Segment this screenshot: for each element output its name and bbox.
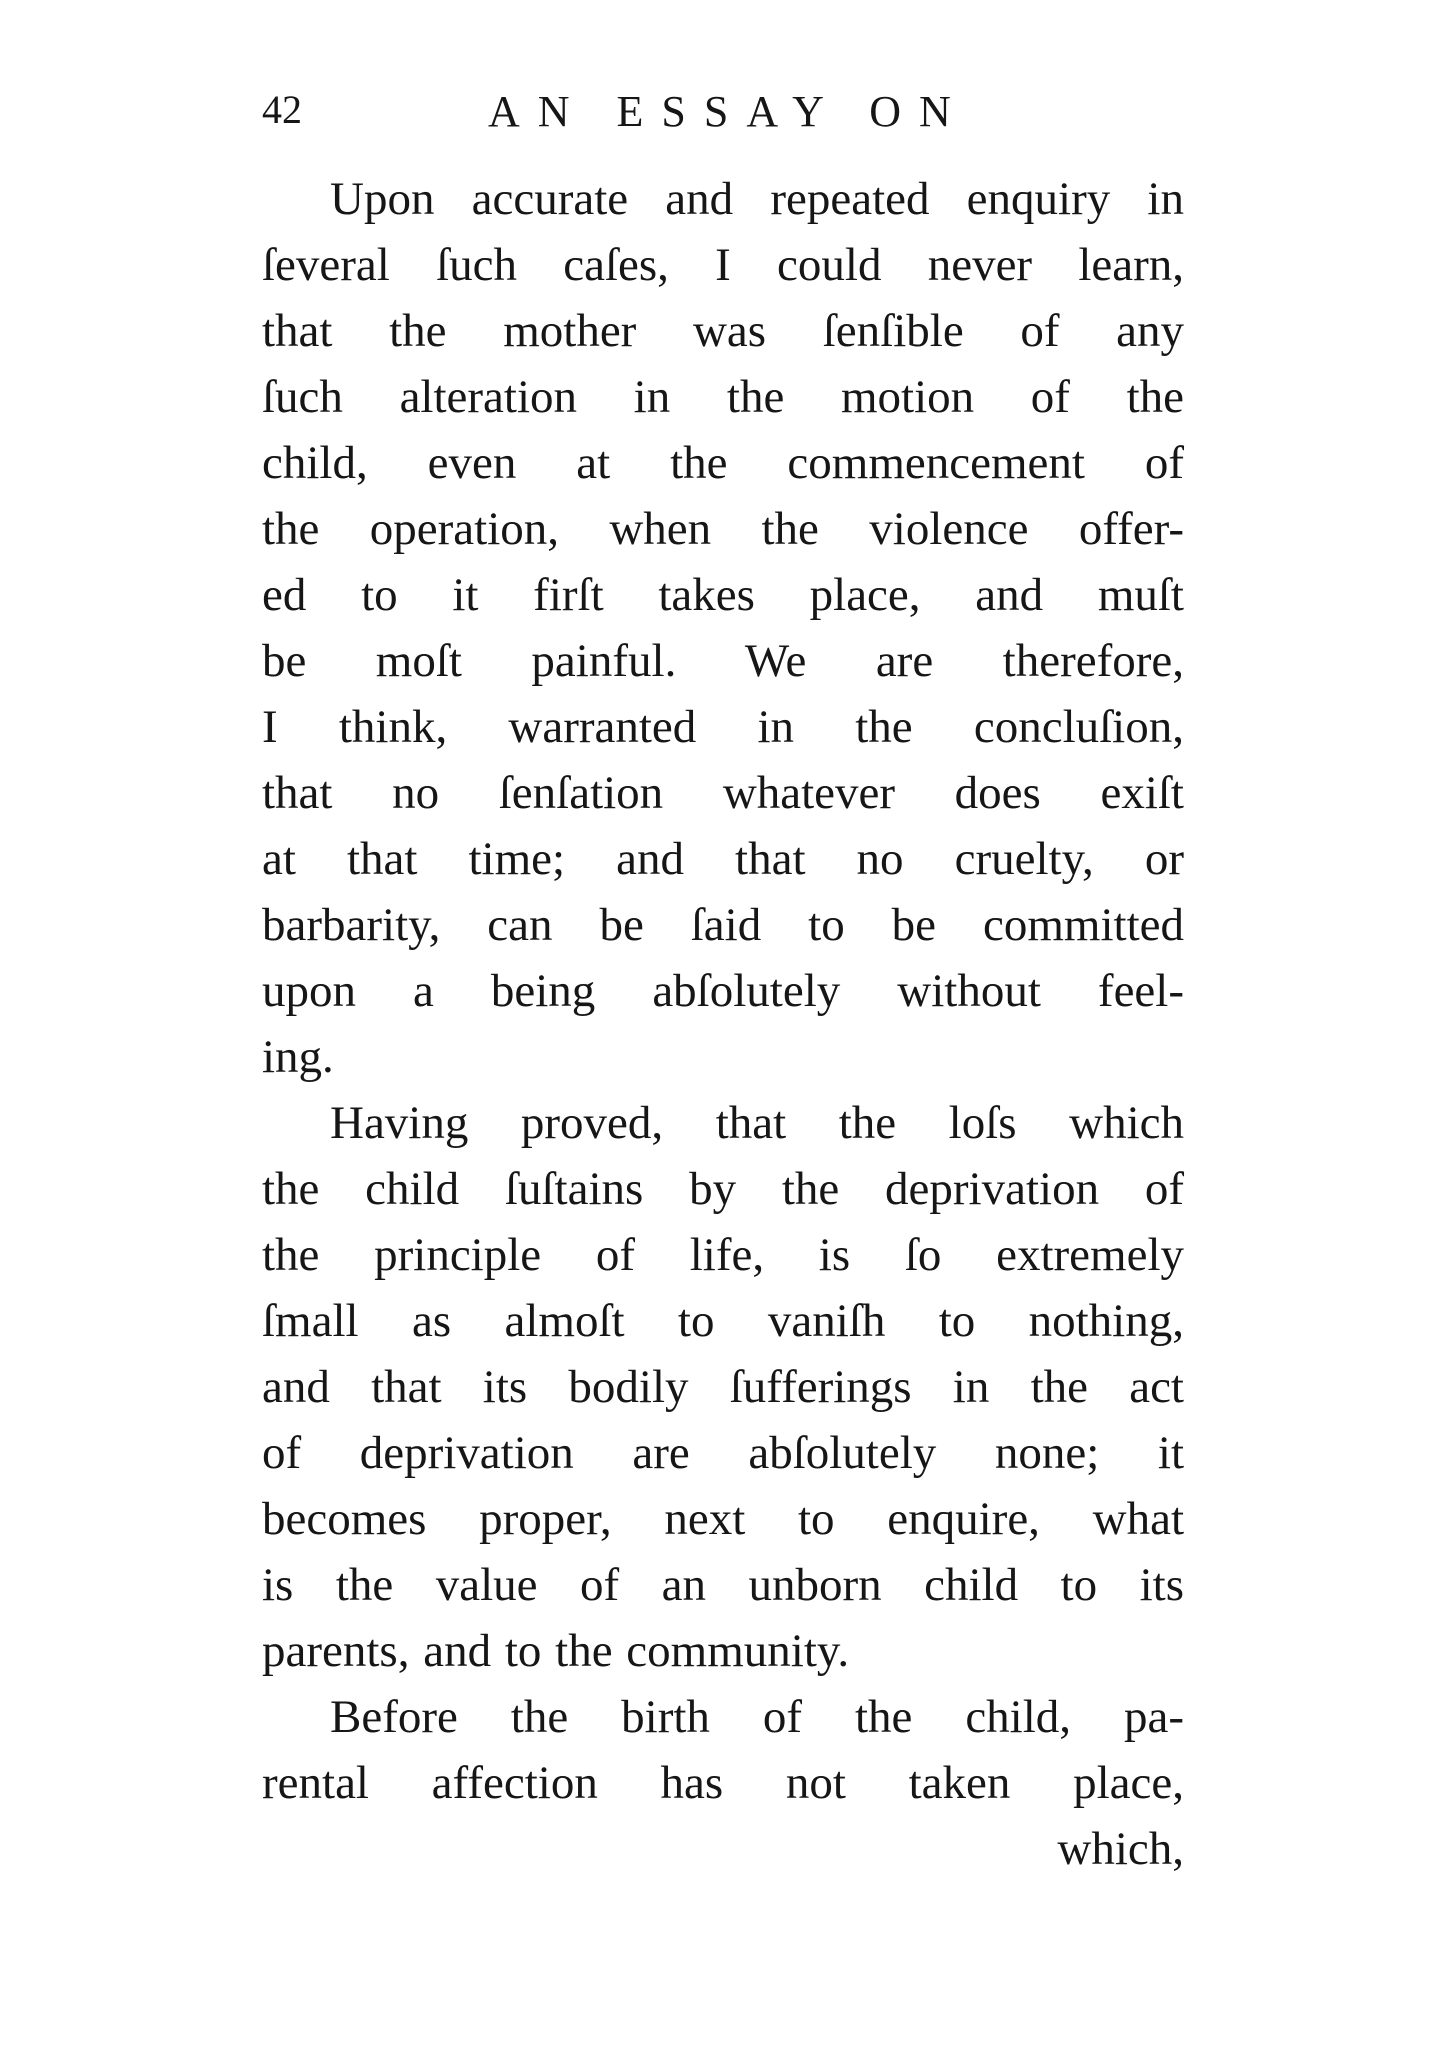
text-line: the principle of life, is ſo extremely xyxy=(262,1229,1184,1281)
text-line: at that time; and that no cruelty, or xyxy=(262,833,1184,885)
text-line: the child ſuſtains by the deprivation of xyxy=(262,1163,1184,1215)
text-line: is the value of an unborn child to its xyxy=(262,1559,1184,1611)
paragraph xyxy=(262,1684,1184,1816)
running-title: AN ESSAY ON xyxy=(488,87,969,136)
text-line: ſuch alteration in the motion of the xyxy=(262,371,1184,423)
text-line: Before the birth of the child, pa- xyxy=(330,1691,1184,1743)
paragraph xyxy=(262,1090,1184,1684)
text-line: upon a being abſolutely without feel- xyxy=(262,965,1184,1017)
text-line: that the mother was ſenſible of any xyxy=(262,305,1184,357)
text-line: becomes proper, next to enquire, what xyxy=(262,1493,1184,1545)
text-line: child, even at the commencement of xyxy=(262,437,1184,489)
body-text xyxy=(262,166,1184,1882)
text-line: parents, and to the community. xyxy=(262,1625,850,1677)
text-line: the operation, when the violence offer- xyxy=(262,503,1184,555)
text-line: Upon accurate and repeated enquiry in xyxy=(330,173,1184,225)
text-line: Having proved, that the loſs which xyxy=(330,1097,1184,1149)
page-header xyxy=(262,80,1182,140)
text-line: ſmall as almoſt to vaniſh to nothing, xyxy=(262,1295,1184,1347)
paragraph xyxy=(262,166,1184,1090)
text-line: ed to it firſt takes place, and muſt xyxy=(262,569,1184,621)
text-line: I think, warranted in the concluſion, xyxy=(262,701,1184,753)
text-line: of deprivation are abſolutely none; it xyxy=(262,1427,1184,1479)
page-number: 42 xyxy=(262,87,302,132)
text-line: barbarity, can be ſaid to be committed xyxy=(262,899,1184,951)
text-line: rental affection has not taken place, xyxy=(262,1757,1184,1809)
text-line: ing. xyxy=(262,1031,334,1083)
catchword: which, xyxy=(1057,1823,1184,1875)
text-line: and that its bodily ſufferings in the act xyxy=(262,1361,1184,1413)
text-line: be moſt painful. We are therefore, xyxy=(262,635,1184,687)
text-line: that no ſenſation whatever does exiſt xyxy=(262,767,1184,819)
text-line: ſeveral ſuch caſes, I could never learn, xyxy=(262,239,1184,291)
